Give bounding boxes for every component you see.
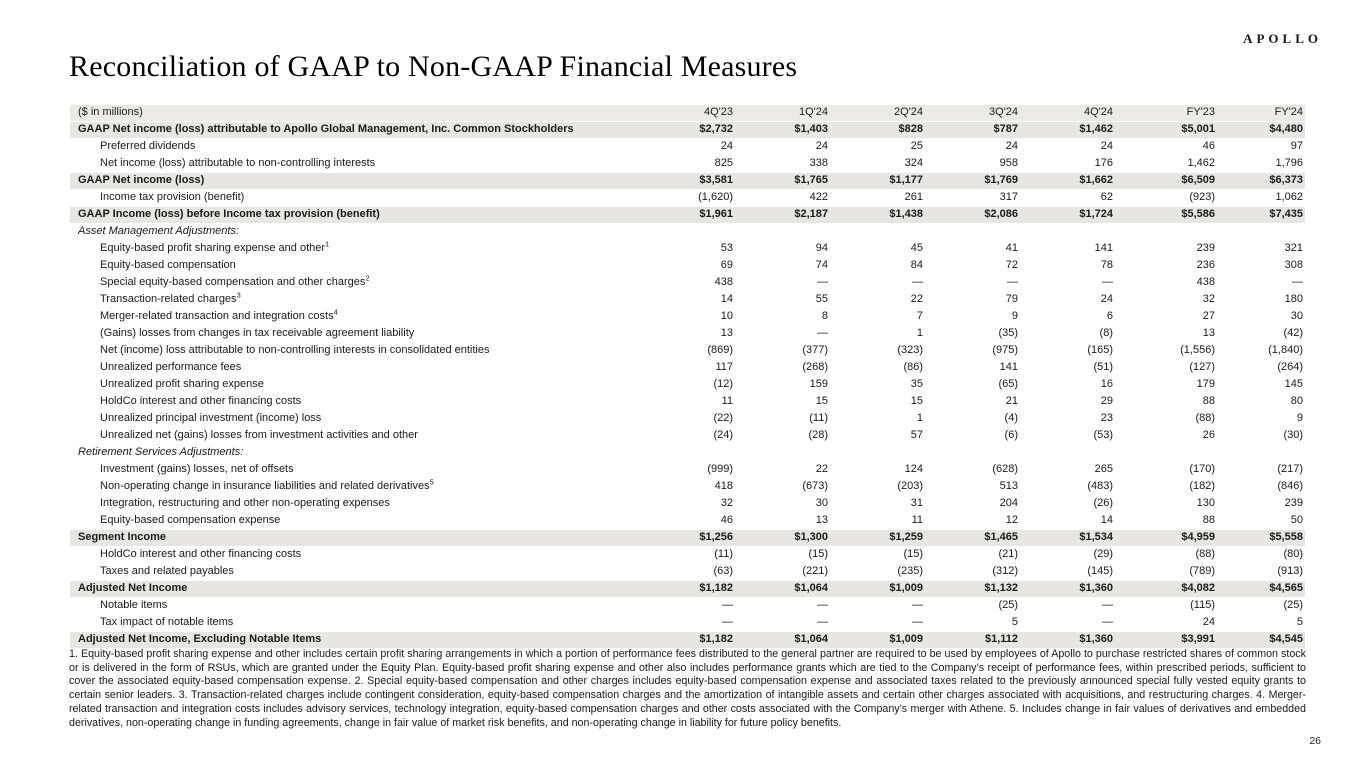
value-cell: 308: [1284, 259, 1303, 271]
row-label: Income tax provision (benefit): [100, 191, 245, 203]
value-cell: 31: [910, 497, 923, 509]
value-cell: —: [1102, 616, 1113, 628]
value-cell: 422: [809, 191, 828, 203]
value-cell: (264): [1277, 361, 1303, 373]
value-cell: (1,620): [698, 191, 733, 203]
row-label: GAAP Income (loss) before Income tax provision (benefit): [78, 208, 380, 220]
value-cell: 321: [1284, 242, 1303, 254]
table-row: [70, 530, 1305, 547]
value-cell: 55: [815, 293, 828, 305]
footnote-ref: 4: [333, 307, 338, 317]
column-header: 4Q'24: [1083, 106, 1113, 118]
value-cell: 97: [1290, 140, 1303, 152]
value-cell: $4,545: [1269, 633, 1303, 645]
column-header: 2Q'24: [893, 106, 923, 118]
value-cell: $1,112: [984, 633, 1018, 645]
value-cell: (127): [1189, 361, 1215, 373]
value-cell: (789): [1189, 565, 1215, 577]
apollo-logo: APOLLO: [1243, 31, 1322, 46]
value-cell: $2,187: [794, 208, 828, 220]
value-cell: [1115, 224, 1217, 241]
column-header: FY'23: [1186, 106, 1215, 118]
value-cell: (88): [1195, 548, 1215, 560]
value-cell: 438: [714, 276, 733, 288]
value-cell: 24: [815, 140, 828, 152]
value-cell: 438: [1196, 276, 1215, 288]
value-cell: 6: [1106, 310, 1113, 322]
value-cell: 141: [1094, 242, 1113, 254]
table-row: [70, 445, 1305, 462]
value-cell: —: [1007, 276, 1018, 288]
value-cell: (12): [713, 378, 733, 390]
value-cell: (869): [707, 344, 733, 356]
value-cell: 50: [1290, 514, 1303, 526]
column-header: FY'24: [1274, 106, 1303, 118]
table-row: [70, 547, 1305, 564]
value-cell: $1,403: [794, 123, 828, 135]
value-cell: 24: [720, 140, 733, 152]
value-cell: (21): [998, 548, 1018, 560]
value-cell: 84: [910, 259, 923, 271]
value-cell: 5: [1011, 616, 1018, 628]
value-cell: $1,360: [1079, 582, 1113, 594]
value-cell: $4,480: [1269, 123, 1303, 135]
table-row: [70, 615, 1305, 632]
row-label: Investment (gains) losses, net of offsets: [100, 463, 294, 475]
value-cell: 32: [1202, 293, 1215, 305]
value-cell: 30: [1290, 310, 1303, 322]
value-cell: $6,373: [1269, 174, 1303, 186]
value-cell: 45: [910, 242, 923, 254]
value-cell: 14: [720, 293, 733, 305]
value-cell: (29): [1093, 548, 1113, 560]
table-row: [70, 173, 1305, 190]
value-cell: [640, 224, 735, 241]
value-cell: 204: [999, 497, 1018, 509]
value-cell: (999): [707, 463, 733, 475]
value-cell: 46: [720, 514, 733, 526]
value-cell: $1,534: [1079, 531, 1113, 543]
value-cell: 16: [1100, 378, 1113, 390]
value-cell: (86): [903, 361, 923, 373]
table-row: [70, 224, 1305, 241]
value-cell: (35): [998, 327, 1018, 339]
value-cell: (235): [897, 565, 923, 577]
row-label: Merger-related transaction and integration costs$^4$: [100, 307, 338, 322]
value-cell: 25: [910, 140, 923, 152]
value-cell: $5,558: [1269, 531, 1303, 543]
value-cell: (628): [992, 463, 1018, 475]
value-cell: —: [817, 599, 828, 611]
value-cell: —: [1292, 276, 1303, 288]
value-cell: 10: [720, 310, 733, 322]
value-cell: $1,177: [889, 174, 923, 186]
value-cell: (24): [713, 429, 733, 441]
value-cell: 12: [1005, 514, 1018, 526]
value-cell: (42): [1283, 327, 1303, 339]
value-cell: 9: [1011, 310, 1018, 322]
row-label: Equity-based compensation expense: [100, 514, 281, 526]
page-number: 26: [1309, 735, 1321, 747]
value-cell: 179: [1196, 378, 1215, 390]
value-cell: 176: [1094, 157, 1113, 169]
value-cell: $787: [993, 123, 1018, 135]
value-cell: $1,132: [984, 582, 1018, 594]
value-cell: 29: [1100, 395, 1113, 407]
value-cell: 72: [1005, 259, 1018, 271]
value-cell: (8): [1099, 327, 1113, 339]
value-cell: 30: [815, 497, 828, 509]
value-cell: $6,509: [1181, 174, 1215, 186]
value-cell: 41: [1005, 242, 1018, 254]
value-cell: —: [817, 276, 828, 288]
value-cell: 11: [721, 395, 733, 407]
value-cell: 261: [904, 191, 923, 203]
value-cell: 145: [1284, 378, 1303, 390]
value-cell: 22: [910, 293, 923, 305]
value-cell: 130: [1196, 497, 1215, 509]
value-cell: $5,586: [1181, 208, 1215, 220]
value-cell: (25): [998, 599, 1018, 611]
table-row: [70, 394, 1305, 411]
column-header: 3Q'24: [988, 106, 1018, 118]
row-label: Transaction-related charges$^3$: [100, 290, 241, 305]
value-cell: (11): [714, 548, 733, 560]
value-cell: —: [817, 616, 828, 628]
unit-label: ($ in millions): [78, 106, 143, 118]
value-cell: [735, 224, 830, 241]
value-cell: $1,009: [889, 582, 923, 594]
row-label: Unrealized principal investment (income) loss: [100, 412, 322, 424]
value-cell: 69: [720, 259, 733, 271]
value-cell: 418: [714, 480, 733, 492]
row-label: Net income (loss) attributable to non-controlling interests: [100, 157, 376, 169]
value-cell: (170): [1189, 463, 1215, 475]
table-row: [70, 360, 1305, 377]
value-cell: $1,064: [794, 582, 828, 594]
value-cell: (221): [802, 565, 828, 577]
value-cell: $1,769: [984, 174, 1018, 186]
value-cell: 53: [720, 242, 733, 254]
row-label: GAAP Net income (loss) attributable to Apollo Global Management, Inc. Common Stockholders: [78, 123, 574, 135]
value-cell: 88: [1202, 395, 1215, 407]
table-row: [70, 632, 1305, 649]
value-cell: 94: [815, 242, 828, 254]
value-cell: $1,300: [794, 531, 828, 543]
value-cell: 8: [821, 310, 828, 322]
value-cell: $5,001: [1181, 123, 1215, 135]
footnote-ref: 5: [429, 477, 434, 487]
value-cell: 5: [1296, 616, 1303, 628]
table-row: [70, 581, 1305, 598]
value-cell: (30): [1283, 429, 1303, 441]
value-cell: $1,462: [1079, 123, 1113, 135]
value-cell: —: [912, 599, 923, 611]
value-cell: [735, 445, 830, 462]
value-cell: 236: [1196, 259, 1215, 271]
table-row: [70, 343, 1305, 360]
value-cell: 57: [910, 429, 923, 441]
value-cell: $1,009: [889, 633, 923, 645]
row-label: Asset Management Adjustments:: [78, 225, 240, 237]
value-cell: 32: [720, 497, 733, 509]
row-label: GAAP Net income (loss): [78, 174, 205, 186]
value-cell: 27: [1202, 310, 1215, 322]
row-label: Unrealized performance fees: [100, 361, 242, 373]
value-cell: 13: [815, 514, 828, 526]
value-cell: [830, 445, 925, 462]
page-title: Reconciliation of GAAP to Non-GAAP Financial Measures: [69, 50, 798, 83]
value-cell: 1,462: [1187, 157, 1215, 169]
value-cell: 74: [815, 259, 828, 271]
value-cell: $1,182: [699, 582, 733, 594]
value-cell: 1,062: [1275, 191, 1303, 203]
table-row: [70, 598, 1305, 615]
table-row: [70, 462, 1305, 479]
value-cell: 23: [1100, 412, 1113, 424]
value-cell: 14: [1100, 514, 1113, 526]
value-cell: 13: [1202, 327, 1215, 339]
table-row: [70, 241, 1305, 258]
value-cell: $1,662: [1079, 174, 1113, 186]
value-cell: $1,256: [699, 531, 733, 543]
row-label: Notable items: [100, 599, 168, 611]
value-cell: (913): [1277, 565, 1303, 577]
row-label: Non-operating change in insurance liabilities and related derivatives$^5$: [100, 477, 434, 492]
value-cell: (182): [1189, 480, 1215, 492]
value-cell: (115): [1190, 599, 1215, 611]
value-cell: —: [722, 599, 733, 611]
table-row: [70, 292, 1305, 309]
value-cell: 78: [1100, 259, 1113, 271]
value-cell: 1: [916, 412, 923, 424]
table-row: [70, 139, 1305, 156]
value-cell: [1217, 445, 1305, 462]
value-cell: $4,565: [1269, 582, 1303, 594]
value-cell: (323): [897, 344, 923, 356]
value-cell: 1: [916, 327, 923, 339]
value-cell: (53): [1093, 429, 1113, 441]
value-cell: 324: [904, 157, 923, 169]
value-cell: 825: [714, 157, 733, 169]
value-cell: (673): [802, 480, 828, 492]
value-cell: 21: [1005, 395, 1018, 407]
value-cell: $1,182: [699, 633, 733, 645]
row-label: Equity-based compensation: [100, 259, 236, 271]
value-cell: (28): [808, 429, 828, 441]
row-label: Taxes and related payables: [100, 565, 234, 577]
value-cell: (11): [809, 412, 828, 424]
value-cell: (15): [903, 548, 923, 560]
column-header: 1Q'24: [798, 106, 828, 118]
row-label: Retirement Services Adjustments:: [78, 446, 244, 458]
table-row: [70, 326, 1305, 343]
table-row: [70, 377, 1305, 394]
value-cell: 26: [1202, 429, 1215, 441]
value-cell: (312): [992, 565, 1018, 577]
reconciliation-table: [70, 104, 1305, 649]
value-cell: [925, 445, 1020, 462]
table-row: [70, 122, 1305, 139]
row-label: Adjusted Net Income: [78, 582, 188, 594]
value-cell: 265: [1094, 463, 1113, 475]
value-cell: (268): [802, 361, 828, 373]
value-cell: 239: [1196, 242, 1215, 254]
value-cell: 958: [999, 157, 1018, 169]
value-cell: $3,581: [699, 174, 733, 186]
value-cell: 62: [1100, 191, 1113, 203]
value-cell: (22): [713, 412, 733, 424]
row-label: Tax impact of notable items: [100, 616, 234, 628]
value-cell: 117: [715, 361, 733, 373]
value-cell: —: [912, 276, 923, 288]
value-cell: (26): [1093, 497, 1113, 509]
value-cell: 15: [815, 395, 828, 407]
value-cell: (25): [1283, 599, 1303, 611]
table-row: [70, 428, 1305, 445]
value-cell: —: [912, 616, 923, 628]
row-label: Net (income) loss attributable to non-controlling interests in consolidated entities: [100, 344, 490, 356]
table-row: [70, 479, 1305, 496]
column-header: 4Q'23: [703, 106, 733, 118]
row-label: Integration, restructuring and other non-operating expenses: [100, 497, 390, 509]
value-cell: 15: [910, 395, 923, 407]
value-cell: [925, 224, 1020, 241]
table-row: [70, 275, 1305, 292]
value-cell: 24: [1100, 293, 1113, 305]
value-cell: $1,465: [984, 531, 1018, 543]
value-cell: (6): [1004, 429, 1018, 441]
value-cell: $7,435: [1269, 208, 1303, 220]
value-cell: (846): [1277, 480, 1303, 492]
value-cell: 141: [999, 361, 1018, 373]
value-cell: [1115, 445, 1217, 462]
value-cell: (1,840): [1268, 344, 1303, 356]
table-row: [70, 309, 1305, 326]
value-cell: 7: [916, 310, 923, 322]
value-cell: —: [1102, 276, 1113, 288]
value-cell: (923): [1189, 191, 1215, 203]
table-row: [70, 258, 1305, 275]
value-cell: —: [1102, 599, 1113, 611]
value-cell: 1,796: [1275, 157, 1303, 169]
value-cell: $4,082: [1181, 582, 1215, 594]
value-cell: 317: [999, 191, 1018, 203]
value-cell: 79: [1005, 293, 1018, 305]
value-cell: $2,732: [699, 123, 733, 135]
value-cell: 24: [1005, 140, 1018, 152]
value-cell: 80: [1290, 395, 1303, 407]
table-header-row: [70, 105, 1305, 122]
value-cell: $828: [898, 123, 923, 135]
row-label: Unrealized profit sharing expense: [100, 378, 264, 390]
value-cell: 35: [910, 378, 923, 390]
value-cell: $3,991: [1181, 633, 1215, 645]
value-cell: (145): [1087, 565, 1113, 577]
row-label: Unrealized net (gains) losses from investment activities and other: [100, 429, 418, 441]
value-cell: 124: [904, 463, 923, 475]
value-cell: (165): [1087, 344, 1113, 356]
value-cell: —: [722, 616, 733, 628]
value-cell: (1,556): [1180, 344, 1215, 356]
value-cell: $1,360: [1079, 633, 1113, 645]
footnotes: 1. Equity-based profit sharing expense and other includes certain profit sharing arrangements in which a portion of performance fees distributed to the general partner are required to be used by employees of Apollo to purchase restricted shares of common stock or is delivered in the form of RSUs, which are granted under the Equity Plan. Equity-based profit sharing expense and other also includes performance grants which are tied to the Company’s receipt of performance fees, within prescribed periods, sufficient to cover the associated equity-based compensation expense. 2. Special equity-based compensation and other charges includes equity-based compensation expense and associated taxes related to the previously announced special fully vested equity grants to certain senior leaders. 3. Transaction-related charges include contingent consideration, equity-based compensation charges and the amortization of intangible assets and certain other charges associated with acquisitions, and restructuring charges. 4. Merger-related transaction and integration costs includes advisory services, technology integration, equity-based compensation charges and other costs associated with the Company’s merger with Athene. 5. Includes change in fair values of derivatives and embedded derivatives, non-operating change in funding agreements, change in fair value of market risk benefits, and non-operating change in liability for future policy benefits.: [69, 648, 1306, 729]
value-cell: $1,724: [1079, 208, 1113, 220]
value-cell: (65): [998, 378, 1018, 390]
value-cell: [1020, 224, 1115, 241]
value-cell: [1217, 224, 1305, 241]
table-row: [70, 411, 1305, 428]
value-cell: 88: [1202, 514, 1215, 526]
value-cell: (80): [1283, 548, 1303, 560]
table-row: [70, 156, 1305, 173]
table-row: [70, 513, 1305, 530]
value-cell: 513: [999, 480, 1018, 492]
table-row: [70, 564, 1305, 581]
value-cell: $1,961: [699, 208, 733, 220]
row-label: Equity-based profit sharing expense and other$^1$: [100, 239, 330, 254]
value-cell: (483): [1087, 480, 1113, 492]
row-label: (Gains) losses from changes in tax receivable agreement liability: [100, 327, 415, 339]
value-cell: $1,064: [794, 633, 828, 645]
row-label: HoldCo interest and other financing costs: [100, 548, 302, 560]
value-cell: $1,438: [889, 208, 923, 220]
value-cell: 46: [1202, 140, 1215, 152]
value-cell: $1,765: [794, 174, 828, 186]
value-cell: (88): [1195, 412, 1215, 424]
value-cell: (217): [1277, 463, 1303, 475]
row-label: HoldCo interest and other financing costs: [100, 395, 302, 407]
value-cell: [1020, 445, 1115, 462]
footnote-ref: 1: [325, 239, 330, 249]
value-cell: 159: [809, 378, 828, 390]
value-cell: (15): [808, 548, 828, 560]
value-cell: 24: [1100, 140, 1113, 152]
row-label: Adjusted Net Income, Excluding Notable Items: [78, 633, 322, 645]
footnote-ref: 3: [236, 290, 241, 300]
value-cell: 24: [1202, 616, 1215, 628]
value-cell: [830, 224, 925, 241]
value-cell: $4,959: [1181, 531, 1215, 543]
value-cell: [640, 445, 735, 462]
value-cell: 22: [815, 463, 828, 475]
value-cell: (51): [1093, 361, 1113, 373]
value-cell: (975): [992, 344, 1018, 356]
table-row: [70, 207, 1305, 224]
value-cell: 11: [911, 514, 923, 526]
value-cell: (63): [713, 565, 733, 577]
footnote-ref: 2: [365, 273, 370, 283]
value-cell: 13: [720, 327, 733, 339]
value-cell: 180: [1284, 293, 1303, 305]
value-cell: $1,259: [889, 531, 923, 543]
row-label: Special equity-based compensation and other charges$^2$: [100, 273, 370, 288]
table-row: [70, 496, 1305, 513]
row-label: Segment Income: [78, 531, 167, 543]
value-cell: (377): [802, 344, 828, 356]
value-cell: (4): [1004, 412, 1018, 424]
value-cell: 239: [1284, 497, 1303, 509]
row-label: Preferred dividends: [100, 140, 196, 152]
value-cell: —: [817, 327, 828, 339]
value-cell: $2,086: [984, 208, 1018, 220]
value-cell: (203): [897, 480, 923, 492]
value-cell: 9: [1296, 412, 1303, 424]
table-row: [70, 190, 1305, 207]
value-cell: 338: [809, 157, 828, 169]
